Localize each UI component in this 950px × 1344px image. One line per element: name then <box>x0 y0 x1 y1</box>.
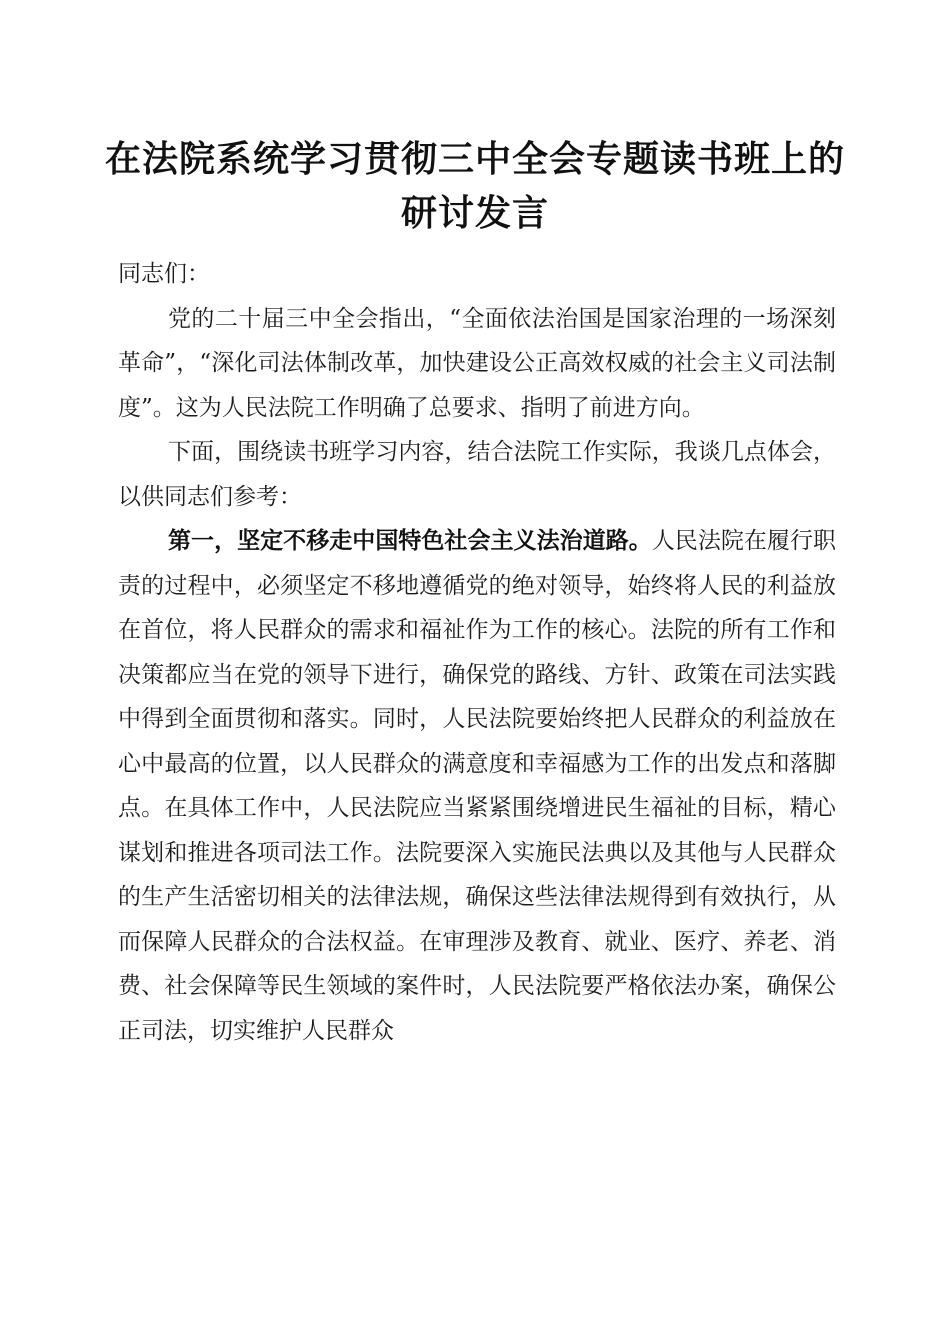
title-line-2: 研讨发言 <box>400 192 549 234</box>
salutation-text: 同志们： <box>118 261 210 287</box>
document-title <box>100 132 850 240</box>
paragraph-1 <box>118 297 836 431</box>
salutation <box>118 252 836 297</box>
paragraph-2-text: 下面，围绕读书班学习内容，结合法院工作实际，我谈几点体会，以供同志们参考： <box>118 439 836 510</box>
paragraph-2 <box>118 430 836 519</box>
paragraph-3 <box>118 519 836 1053</box>
paragraph-1-text: 党的二十届三中全会指出，“全面依法治国是国家治理的一场深刻革命”，“深化司法体制改革，加快建设公正高效权威的社会主义司法制度”。这为人民法院工作明确了总要求、指明了前进方向。 <box>118 305 836 421</box>
document-body <box>118 252 836 1053</box>
paragraph-3-text: 人民法院在履行职责的过程中，必须坚定不移地遵循党的绝对领导，始终将人民的利益放在首位，将人民群众的需求和福祉作为工作的核心。法院的所有工作和决策都应当在党的领导下进行，确保党的路线、方针、政策在司法实践中得到全面贯彻和落实。同时，人民法院要始终把人民群众的利益放在心中最高的位置，以人民群众的满意度和幸福感为工作的出发点和落脚点。在具体工作中，人民法院应当紧紧围绕增进民生福祉的目标，精心谋划和推进各项司法工作。法院要深入实施民法典以及其他与人民群众的生产生活密切相关的法律法规，确保这些法律法规得到有效执行，从而保障人民群众的合法权益。在审理涉及教育、就业、医疗、养老、消费、社会保障等民生领域的案件时，人民法院要严格依法办案，确保公正司法，切实维护人民群众 <box>118 528 837 1044</box>
title-line-1: 在法院系统学习贯彻三中全会专题读书班上的 <box>104 138 845 180</box>
paragraph-3-lead: 第一，坚定不移走中国特色社会主义法治道路。 <box>168 527 652 554</box>
